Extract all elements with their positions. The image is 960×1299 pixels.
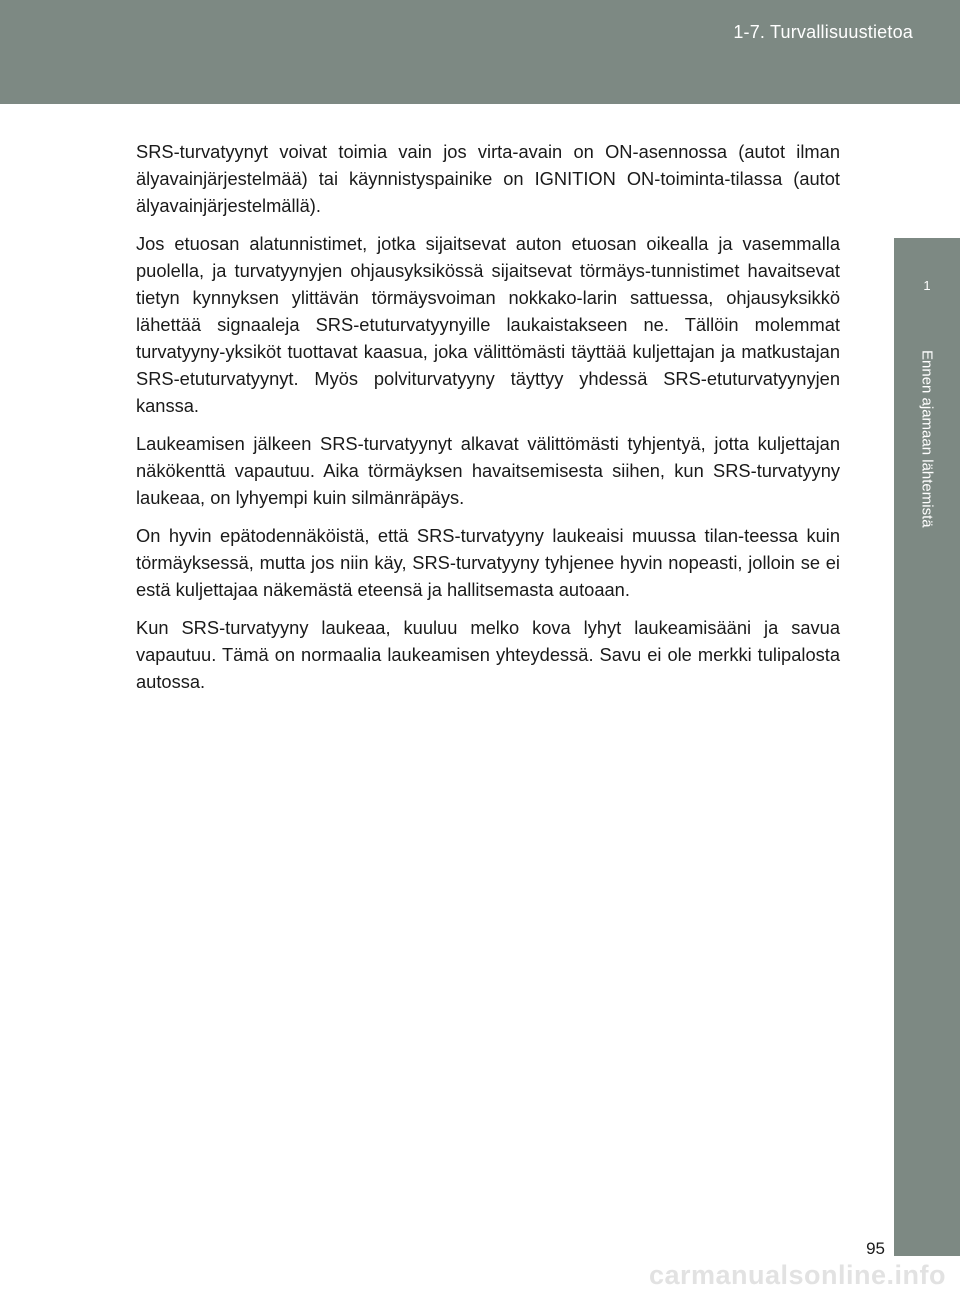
page-number: 95 (866, 1239, 885, 1258)
chapter-tab (894, 238, 960, 336)
paragraph: On hyvin epätodennäköistä, että SRS-turvatyyny laukeaisi muussa tilan-teessa kuin törmäyksessä, mutta jos niin käy, SRS-turvatyyny tyhjenee hyvin nopeasti, jolloin se ei estä kuljettajaa näkemästä eteensä ja hallitsemasta autoaan. (136, 525, 840, 600)
section-title: 1-7. Turvallisuustietoa (733, 22, 913, 42)
paragraph: SRS-turvatyynyt voivat toimia vain jos virta-avain on ON-asennossa (autot ilman älyavainjärjestelmää) tai käynnistyspainike on IGNITION ON-toiminta-tilassa (autot älyavainjärjestelmällä). (136, 141, 840, 216)
paragraph: Jos etuosan alatunnistimet, jotka sijaitsevat auton etuosan oikealla ja vasemmalla puolella, ja turvatyynyjen ohjausyksikössä sijaitsevat törmäys-tunnistimet havaitsevat tietyn kynnyksen ylittävän törmäysvoiman nokkako-larin sattuessa, ohjausyksikkö lähettää signaaleja SRS-etuturvatyynyille laukaistakseen ne. Tällöin molemmat turvatyyny-yksiköt tuottavat kaasua, joka välittömästi täyttää kuljettajan ja matkustajan SRS-etuturvatyynyt. Myös polviturvatyyny täyttyy yhdessä SRS-etuturvatyynyjen kanssa. (136, 233, 840, 416)
chapter-title: Ennen ajamaan lähtemistä (918, 350, 936, 528)
paragraph: Laukeamisen jälkeen SRS-turvatyynyt alkavat välittömästi tyhjentyä, jotta kuljettajan näkökenttä vapautuu. Aika törmäyksen havaitsemisesta siihen, kun SRS-turvatyyny laukeaa, on lyhyempi kuin silmänräpäys. (136, 433, 840, 508)
body-text (136, 138, 840, 706)
side-tab-spacer (894, 104, 960, 238)
watermark: carmanualsonline.info (648, 1260, 946, 1290)
chapter-title-tab (894, 336, 960, 1256)
chapter-number: 1 (923, 278, 931, 293)
paragraph: Kun SRS-turvatyyny laukeaa, kuuluu melko kova lyhyt laukeamisääni ja savua vapautuu. Tämä on normaalia laukeamisen yhteydessä. Savu ei ole merkki tulipalosta autossa. (136, 617, 840, 692)
header-band (0, 0, 960, 104)
